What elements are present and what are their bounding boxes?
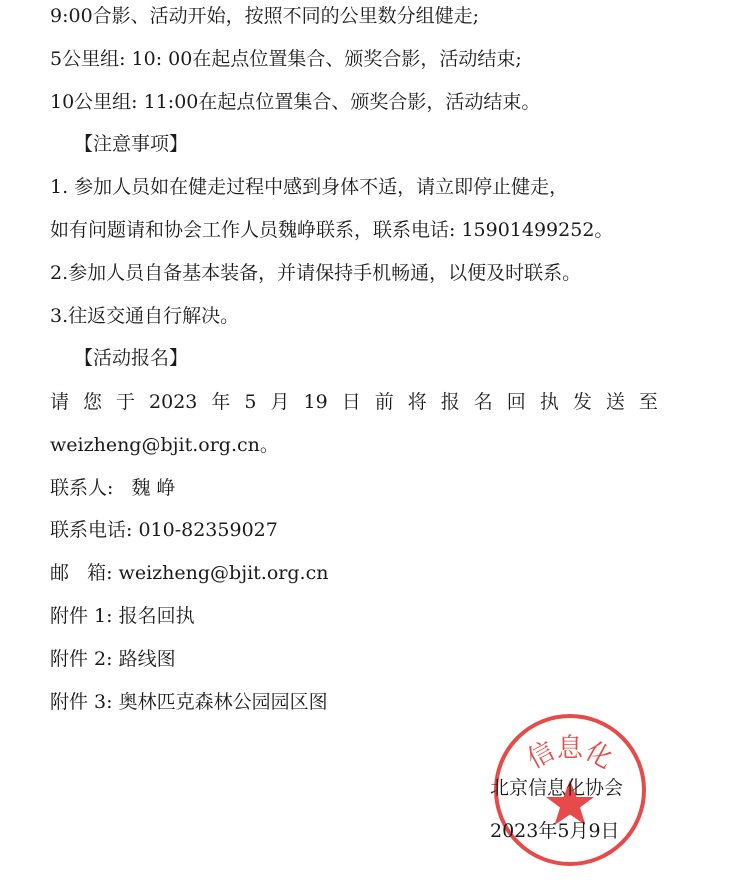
- registration-heading: 【活动报名】: [74, 347, 189, 369]
- registration-deadline-token: 19: [303, 391, 328, 413]
- notes-heading: 【注意事项】: [74, 133, 189, 155]
- registration-deadline-token: 2023: [149, 391, 198, 413]
- signature-date: 2023年5月9日: [490, 820, 620, 842]
- contact-person: 联系人: 魏 峥: [50, 477, 176, 499]
- notes-item-2: 2.参加人员自备基本装备，并请保持手机畅通，以便及时联系。: [50, 262, 582, 284]
- registration-deadline-token: 报: [440, 391, 460, 413]
- signature-organization: 北京信息化协会: [490, 777, 624, 799]
- contact-email: 邮 箱: weizheng@bjit.org.cn: [50, 562, 329, 584]
- registration-deadline-line: [50, 390, 658, 414]
- attachment-1: 附件 1: 报名回执: [50, 605, 195, 627]
- registration-deadline-token: 回: [506, 391, 526, 413]
- notes-item-3: 3.往返交通自行解决。: [50, 305, 240, 327]
- attachment-3: 附件 3: 奥林匹克森林公园园区图: [50, 691, 328, 713]
- contact-phone: 联系电话: 010-82359027: [50, 519, 278, 541]
- registration-deadline-token: 您: [83, 391, 103, 413]
- registration-deadline-token: 将: [407, 391, 427, 413]
- registration-deadline-token: 请: [50, 391, 70, 413]
- svg-text:信息化: [523, 733, 618, 775]
- schedule-line-2: 5公里组: 10: 00在起点位置集合、颁奖合影，活动结束;: [50, 48, 522, 70]
- attachment-2: 附件 2: 路线图: [50, 648, 176, 670]
- seal-top-text: 信息化: [522, 733, 618, 776]
- registration-email-line: weizheng@bjit.org.cn。: [50, 434, 279, 456]
- registration-deadline-token: 于: [116, 391, 136, 413]
- schedule-line-1: 9:00合影、活动开始，按照不同的公里数分组健走;: [50, 5, 480, 27]
- registration-deadline-token: 名: [473, 391, 493, 413]
- registration-deadline-token: 月: [270, 391, 290, 413]
- notes-item-1-line-2: 如有问题请和协会工作人员魏峥联系，联系电话: 15901499252。: [50, 219, 614, 241]
- schedule-line-3: 10公里组: 11:00在起点位置集合、颁奖合影，活动结束。: [50, 91, 541, 113]
- registration-deadline-token: 送: [605, 391, 625, 413]
- registration-deadline-token: 日: [341, 391, 361, 413]
- registration-deadline-token: 执: [539, 391, 559, 413]
- registration-deadline-token: 5: [244, 391, 257, 413]
- registration-deadline-token: 前: [374, 391, 394, 413]
- registration-deadline-token: 至: [638, 391, 658, 413]
- notes-item-1-line-1: 1. 参加人员如在健走过程中感到身体不适，请立即停止健走，: [50, 176, 569, 198]
- registration-deadline-token: 发: [572, 391, 592, 413]
- registration-deadline-token: 年: [211, 391, 231, 413]
